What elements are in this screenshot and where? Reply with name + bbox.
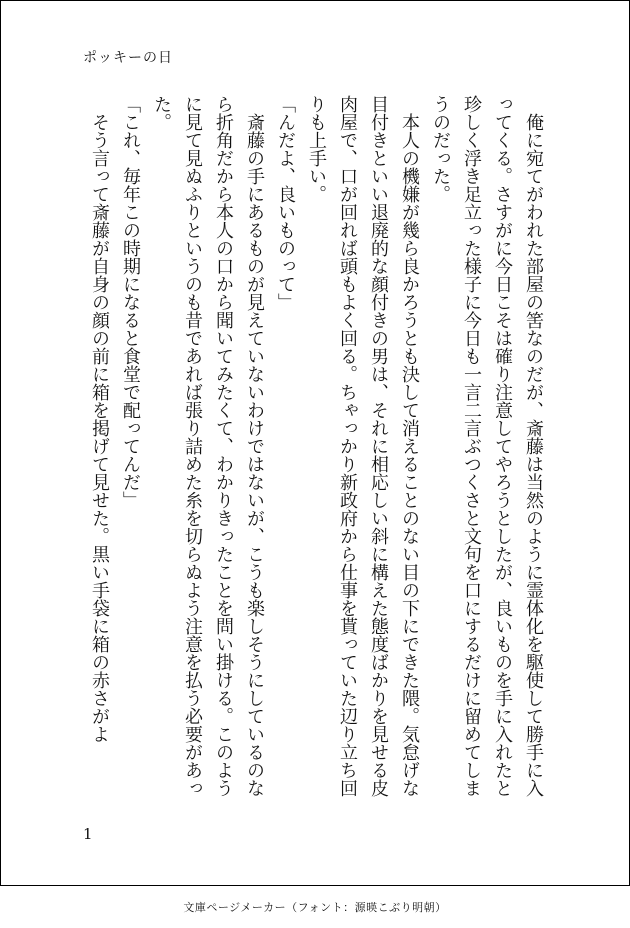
dialogue-line: 「んだよ、良いものって」: [275, 95, 296, 311]
paragraph: 本人の機嫌が幾ら良かろうとも決して消えることのない目の下にできた隈。気怠げな目付きといい退廃的な顔付きの男は、それに相応しい斜に構えた態度ばかりを見せる皮肉屋で、口が回れば頭もよく回る。ちゃっかり新政府から仕事を貰っていた辺り立ち回りも上手い。: [306, 95, 420, 797]
footer-caption: 文庫ページメーカー（フォント：源暎こぶり明朝）: [183, 901, 447, 914]
paragraph: そう言って斎藤が自身の顔の前に箱を掲げて見せた。黒い手袋に箱の赤さがよ: [89, 113, 110, 743]
paragraph: 斎藤の手にあるものが見えていないわけではないが、こうも楽しそうにしているのなら折角だから本人の口から聞いてみたくて、わかりきったことを問い掛ける。このように見て見ぬふりというのも昔であれば張り詰めた糸を切らぬよう注意を払う必要があった。: [151, 95, 265, 797]
vertical-text-body: [77, 95, 549, 807]
running-title: ポッキーの日: [83, 50, 173, 66]
paragraph: 俺に宛てがわれた部屋の筈なのだが、斎藤は当然のように霊体化を駆使して勝手に入ってくる。さすがに今日こそは確り注意してやろうとしたが、良いものを手に入れたと珍しく浮き足立った様子に今日も一言二言ぶつくさと文句を口にするだけに留めてしまうのだった。: [430, 95, 544, 797]
page-number: 1: [83, 825, 93, 843]
dialogue-line: 「これ、毎年この時期になると食堂で配ってんだ」: [120, 95, 141, 509]
